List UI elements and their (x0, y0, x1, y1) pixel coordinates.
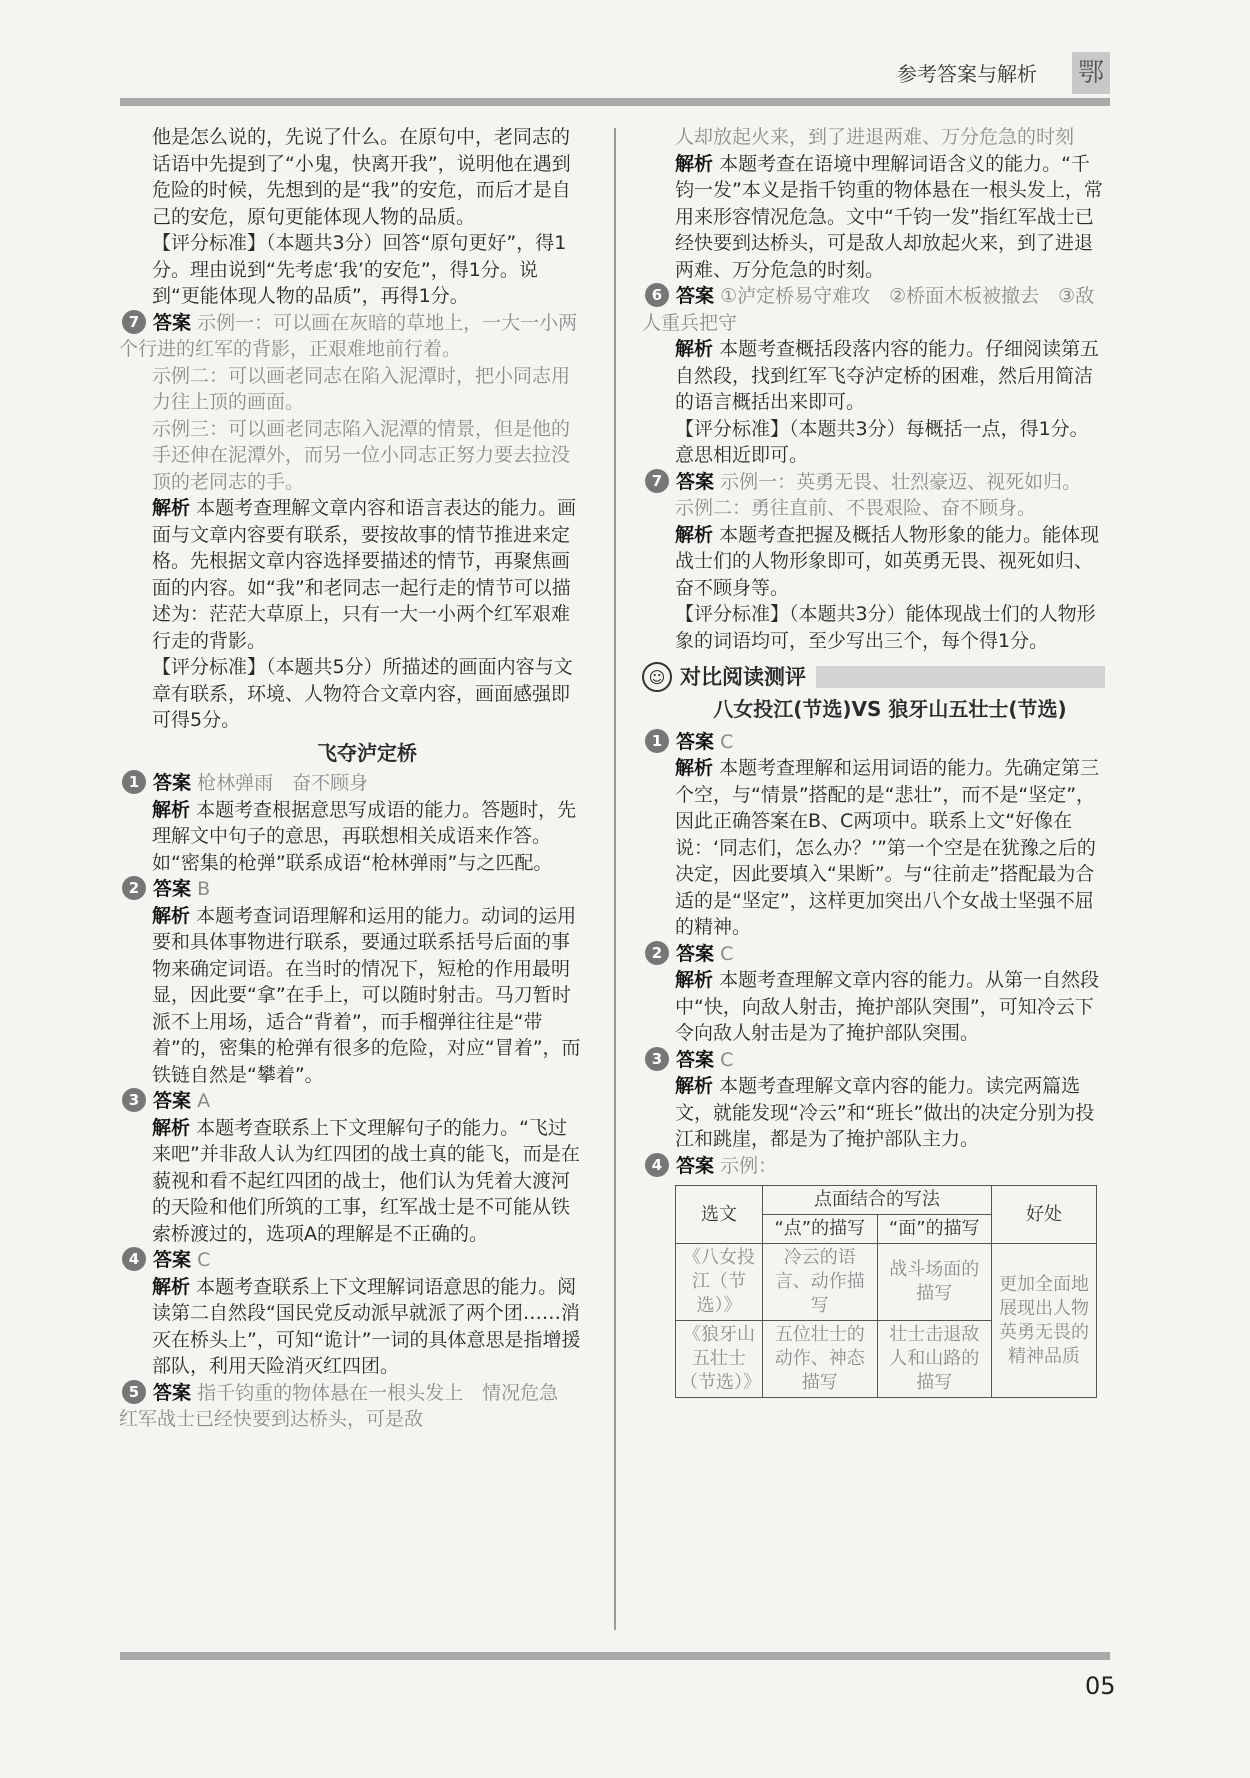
comparison-table (675, 1185, 1097, 1398)
item-answer (119, 876, 582, 903)
table-cell: 《狼牙山五壮士（节选）》 (676, 1321, 763, 1398)
right-column (642, 124, 1105, 1398)
answer-text: C (720, 730, 734, 753)
face-icon: ☺ (642, 662, 672, 692)
item-answer (119, 770, 582, 797)
question-number: 7 (122, 310, 146, 334)
answer-label: 答案 (676, 1048, 715, 1071)
answer-text: C (197, 1249, 211, 1271)
table-row (676, 1244, 1097, 1321)
answer-text: C (720, 942, 734, 965)
answer-text: 示例： (720, 1154, 778, 1177)
section-title: 飞夺泸定桥 (317, 740, 417, 765)
answer-label: 答案 (153, 311, 192, 334)
question-number: 4 (122, 1247, 146, 1271)
continued-text: 他是怎么说的，先说了什么。在原句中，老同志的话语中先提到了“小鬼，快离开我”，说明他在遇到危险的时候，先想到的是“我”的安危，而后才是自己的安危，原句更能体现人物的品质。 (152, 126, 571, 228)
question-number: 5 (122, 1380, 146, 1404)
answer-label: 答案 (676, 942, 715, 965)
item-answer (642, 283, 1105, 336)
page-number: 05 (1085, 1672, 1116, 1700)
answer-label: 答案 (153, 1381, 192, 1404)
analysis-label: 解析 (675, 338, 714, 360)
q7-answer (119, 310, 582, 363)
question-number: 2 (645, 941, 669, 965)
table-cell: 更加全面地展现出人物英勇无畏的精神品质 (992, 1244, 1097, 1398)
answer-label: 答案 (676, 1154, 715, 1177)
item-answer (119, 1247, 582, 1274)
answer-text: 示例二：勇往直前、不畏艰险、奋不顾身。 (675, 497, 1037, 519)
analysis-label: 解析 (675, 757, 714, 779)
passage-subtitle: 八女投江(节选)VS 狼牙山五壮士(节选) (713, 697, 1067, 721)
item-analysis (675, 336, 1105, 416)
answer-text: 示例一：可以画在灰暗的草地上，一大一小两个行进的红军的背影，正艰难地前行着。 (119, 311, 578, 360)
question-number: 1 (645, 729, 669, 753)
answer-text: ①泸定桥易守难攻 ②桥面木板被撤去 ③敌人重兵把守 (642, 285, 1095, 334)
table-cell: 冷云的语言、动作描写 (763, 1244, 878, 1321)
left-column (119, 124, 582, 1433)
header-cell: 选文 (676, 1186, 763, 1244)
analysis-text: 本题考查联系上下文理解词语意思的能力。阅读第二自然段“国民党反动派早就派了两个团……消灭在桥头上”，可知“诡计”一词的具体意思是指增援部队，利用天险消灭红四团。 (152, 1275, 581, 1377)
answer-text: B (197, 878, 211, 900)
header-cell: “面”的描写 (877, 1215, 992, 1244)
analysis-text: 本题考查在语境中理解词语含义的能力。“千钧一发”本义是指千钧重的物体悬在一根头发上，常用来形容情况危急。文中“千钧一发”指红军战士已经快要到达桥头，可是敌人却放起火来，到了进退两难、万分危急的时刻。 (675, 152, 1103, 281)
analysis-text: 本题考查理解文章内容和语言表达的能力。画面与文章内容要有联系，要按故事的情节推进来定格。先根据文章内容选择要描述的情节，再聚焦画面的内容。如“我”和老同志一起行走的情节可以描述为：茫茫大草原上，只有一大一小两个红军艰难行走的背影。 (152, 497, 577, 652)
answer-label: 答案 (676, 285, 715, 307)
item-answer (642, 469, 1105, 496)
analysis-text: 本题考查根据意思写成语的能力。答题时，先理解文中句子的意思，再联想相关成语来作答。如“密集的枪弹”联系成语“枪林弹雨”与之匹配。 (152, 798, 577, 874)
answer-label: 答案 (676, 730, 715, 753)
item-answer (642, 729, 1105, 756)
answer-text: 示例一：英勇无畏、壮烈豪迈、视死如归。 (720, 470, 1082, 493)
analysis-label: 解析 (675, 969, 714, 991)
item-analysis (675, 151, 1105, 284)
item-analysis (675, 755, 1105, 941)
table-cell: 《八女投江（节选）》 (676, 1244, 763, 1321)
item-answer (119, 1380, 582, 1433)
question-number: 4 (645, 1153, 669, 1177)
item-answer (119, 1088, 582, 1115)
answer-label: 答案 (153, 1090, 192, 1112)
answer-text: A (197, 1090, 211, 1112)
table-cell: 战斗场面的描写 (877, 1244, 992, 1321)
table-cell: 壮士击退敌人和山路的描写 (877, 1321, 992, 1398)
banner-bar (816, 666, 1105, 688)
banner-title: 对比阅读测评 (680, 664, 806, 689)
answer-label: 答案 (153, 772, 192, 794)
analysis-label: 解析 (675, 152, 714, 175)
analysis-label: 解析 (152, 798, 191, 821)
score-standard: 【评分标准】（本题共3分）每概括一点，得1分。意思相近即可。 (675, 417, 1089, 466)
question-number: 2 (122, 876, 146, 900)
header-cell: 点面结合的写法 (763, 1186, 992, 1215)
answer-text: 指千钧重的物体悬在一根头发上 情况危急 红军战士已经快要到达桥头，可是敌 (119, 1381, 578, 1430)
table-cell: 五位壮士的动作、神态描写 (763, 1321, 878, 1398)
item-answer (642, 941, 1105, 968)
question-number: 3 (122, 1088, 146, 1112)
answer-text: 示例二：可以画老同志在陷入泥潭时，把小同志用力往上顶的画面。 (152, 364, 571, 413)
top-rule (120, 98, 1110, 106)
analysis-text: 本题考查联系上下文理解句子的能力。“飞过来吧”并非敌人认为红四团的战士真的能飞，而是在藐视和看不起红四团的战士，他们认为凭着大渡河的天险和他们所筑的工事，红军战士是不可能从铁索桥渡过的，选项A的理解是不正确的。 (152, 1116, 580, 1245)
answer-text: 人却放起火来，到了进退两难、万分危急的时刻 (675, 126, 1075, 148)
header-title: 参考答案与解析 (897, 62, 1037, 86)
header-cell: 好处 (992, 1186, 1097, 1244)
analysis-label: 解析 (152, 904, 191, 927)
region-tag: 鄂 (1072, 52, 1110, 94)
item-analysis (675, 967, 1105, 1047)
question-number: 7 (645, 469, 669, 493)
answer-label: 答案 (153, 878, 192, 900)
header-cell: “点”的描写 (763, 1215, 878, 1244)
item-analysis (152, 1274, 582, 1380)
answer-label: 答案 (153, 1249, 192, 1271)
item-answer (642, 1153, 1105, 1180)
item-analysis (152, 797, 582, 877)
item-analysis (675, 522, 1105, 602)
analysis-label: 解析 (675, 1075, 714, 1097)
item-analysis (152, 1115, 582, 1248)
analysis-label: 解析 (152, 497, 191, 519)
score-standard: 【评分标准】（本题共3分）回答“原句更好”，得1分。理由说到“先考虑‘我’的安危”，得1分。说到“更能体现人物的品质”，再得1分。 (152, 232, 567, 307)
item-analysis (675, 1073, 1105, 1153)
analysis-text: 本题考查概括段落内容的能力。仔细阅读第五自然段，找到红军飞夺泸定桥的困难，然后用简洁的语言概括出来即可。 (675, 338, 1100, 413)
answer-text: 枪林弹雨 奋不顾身 (197, 772, 369, 794)
score-standard: 【评分标准】（本题共5分）所描述的画面内容与文章有联系，环境、人物符合文章内容，画面感强即可得5分。 (152, 656, 573, 731)
section-banner (642, 662, 1105, 692)
item-answer (642, 1047, 1105, 1074)
analysis-text: 本题考查理解和运用词语的能力。先确定第三个空，与“情景”搭配的是“悲壮”，而不是“坚定”，因此正确答案在B、C两项中。联系上文“好像在说：‘同志们，怎么办？’”第一个空是在犹豫之后的决定，因此要填入“果断”。与“往前走”搭配最为合适的是“坚定”，这样更加突出八个女战士坚强不屈的精神。 (675, 757, 1100, 938)
answer-text: C (720, 1048, 734, 1071)
analysis-text: 本题考查理解文章内容的能力。从第一自然段中“快，向敌人射击，掩护部队突围”，可知冷云下令向敌人射击是为了掩护部队突围。 (675, 969, 1100, 1044)
item-analysis (152, 903, 582, 1089)
question-number: 1 (122, 770, 146, 794)
analysis-text: 本题考查把握及概括人物形象的能力。能体现战士们的人物形象即可，如英勇无畏、视死如归、奋不顾身等。 (675, 523, 1100, 599)
question-number: 6 (645, 283, 669, 307)
analysis-label: 解析 (152, 1116, 191, 1139)
answer-label: 答案 (676, 470, 715, 493)
question-number: 3 (645, 1047, 669, 1071)
score-standard: 【评分标准】（本题共3分）能体现战士们的人物形象的词语均可，至少写出三个，每个得1分。 (675, 603, 1096, 652)
analysis-text: 本题考查理解文章内容的能力。读完两篇选文，就能发现“冷云”和“班长”做出的决定分别为投江和跳崖，都是为了掩护部队主力。 (675, 1075, 1095, 1150)
answer-text: 示例三：可以画老同志陷入泥潭的情景，但是他的手还伸在泥潭外，而另一位小同志正努力要去拉没顶的老同志的手。 (152, 417, 571, 493)
q7-analysis (152, 495, 582, 654)
analysis-label: 解析 (675, 523, 714, 546)
analysis-text: 本题考查词语理解和运用的能力。动词的运用要和具体事物进行联系，要通过联系括号后面的事物来确定词语。在当时的情况下，短枪的作用最明显，因此要“拿”在手上，可以随时射击。马刀暂时派不上用场，适合“背着”，而手榴弹往往是“带着”的，密集的枪弹有很多的危险，对应“冒着”，而铁链自然是“攀着”。 (152, 904, 581, 1086)
bottom-rule (120, 1652, 1110, 1660)
column-divider (614, 128, 616, 1630)
analysis-label: 解析 (152, 1275, 191, 1298)
